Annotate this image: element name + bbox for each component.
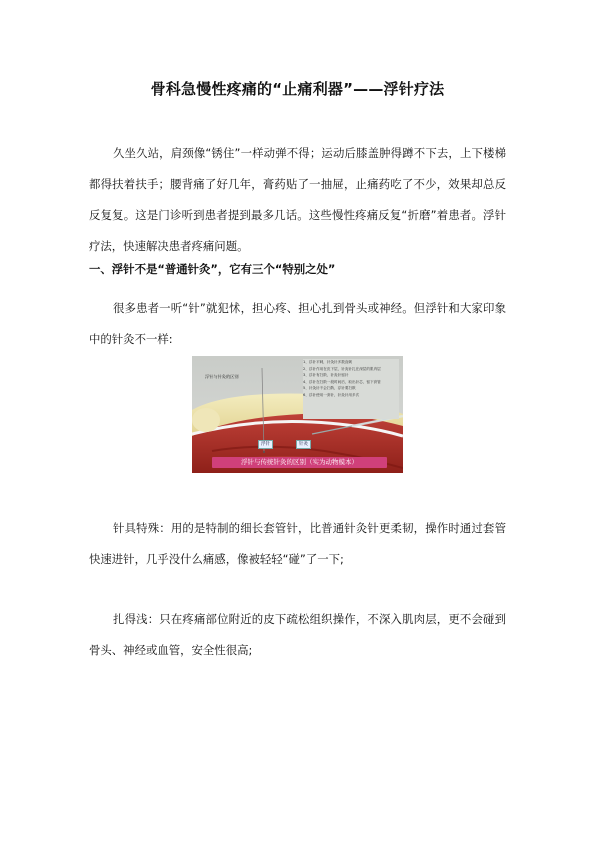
- figure-note: 2、浮针作用在皮下层，针灸针扎在深层的肌肉层: [303, 366, 381, 371]
- figure-notes: [303, 359, 399, 419]
- document-title: 骨科急慢性疼痛的“止痛利器”——浮针疗法: [150, 80, 445, 98]
- figure-caption: 浮针与传统针灸的区别（实为动物模本）: [212, 457, 387, 468]
- figure-note: 4、浮针在扫散一段时间后，取出针芯，留下套管: [303, 379, 381, 384]
- figure-note: 6、浮针使用一套针，针灸针用多次: [303, 392, 360, 397]
- section-1-intro: 很多患者一听“针”就犯怵，担心疼、担心扎到骨头或神经。但浮针和大家印象中的针灸不一样:: [89, 301, 506, 346]
- section-heading-1: 一、浮针不是“普通针灸”，它有三个“特别之处”: [89, 262, 336, 276]
- tissue-edge: [192, 408, 220, 432]
- point-2-paragraph: 扎得浅：只在疼痛部位附近的皮下疏松组织操作，不深入肌肉层，更不会碰到骨头、神经或血管，安全性很高;: [89, 612, 506, 657]
- figure-side-label: 浮针与针灸的区别: [205, 374, 239, 379]
- figure-label-needle: 针灸: [296, 440, 311, 449]
- point-1-paragraph: 针具特殊：用的是特制的细长套管针，比普通针灸针更柔韧，操作时通过套管快速进针，几乎没什么痛感，像被轻轻“碰”了一下;: [89, 521, 506, 566]
- figure-note: 3、浮针有扫散，针灸针留针: [303, 373, 349, 378]
- figure-label-float: 浮针: [258, 440, 273, 449]
- intro-paragraph: 久坐久站，肩颈像“锈住”一样动弹不得；运动后膝盖肿得蹲不下去，上下楼梯都得扶着扶手；腰背痛了好几年，膏药贴了一抽屉，止痛药吃了不少，效果却总反反复复。这是门诊听到患者提到最多几话。这些慢性疼痛反复“折磨”着患者。浮针疗法，快速解决患者疼痛问题。: [89, 146, 506, 253]
- figure-note: 1、浮针平刺，针灸针多数直刺: [303, 360, 353, 364]
- needle-comparison-figure: [192, 356, 403, 473]
- figure-note: 5、针灸针不会扫散，浮针要扫散: [303, 386, 356, 391]
